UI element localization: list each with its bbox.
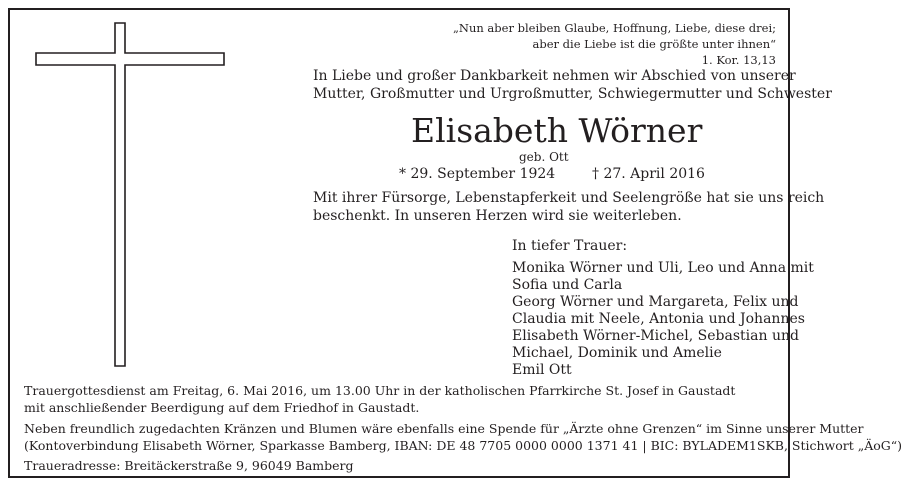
service-line-1: Trauergottesdienst am Freitag, 6. Mai 2016, um 13.00 Uhr in der katholischen Pfarrkirche St. Josef in Gaustadt [24,383,736,398]
donation-line-2: (Kontoverbindung Elisabeth Wörner, Sparkasse Bamberg, IBAN: DE 48 7705 0000 0000 1371 41 | BIC: BYLADEM1SKB, Stichwort „ÄoG“) [24,438,902,453]
mourner-line: Michael, Dominik und Amelie [512,345,722,361]
service-info [24,382,784,416]
mourner-line: Elisabeth Wörner-Michel, Sebastian und [512,328,799,344]
birth-date: * 29. September 1924 [399,166,556,182]
quote-line-1: „Nun aber bleiben Glaube, Hoffnung, Liebe, diese drei; [452,21,776,35]
intro-line-2: Mutter, Großmutter und Urgroßmutter, Schwiegermutter und Schwester [313,86,832,102]
mourner-line: Monika Wörner und Uli, Leo und Anna mit [512,260,814,276]
service-line-2: mit anschließender Beerdigung auf dem Friedhof in Gaustadt. [24,400,420,415]
donation-info [24,420,902,454]
donation-line-1: Neben freundlich zugedachten Kränzen und Blumen wäre ebenfalls eine Spende für „Ärzte ohne Grenzen“ im Sinne unserer Mutter [24,421,864,436]
bible-quote [453,20,776,68]
death-date: † 27. April 2016 [592,166,705,182]
mourner-line: Emil Ott [512,362,572,378]
tribute-message [313,189,825,225]
message-line-2: beschenkt. In unseren Herzen wird sie weiterleben. [313,208,682,224]
mourning-address: Traueradresse: Breitäckerstraße 9, 96049 Bamberg [24,458,354,473]
mourner-line: Sofia und Carla [512,277,623,293]
life-dates [399,165,705,183]
farewell-intro [313,67,832,103]
message-line-1: Mit ihrer Fürsorge, Lebenstapferkeit und Seelengröße hat sie uns reich [313,190,825,206]
cross-icon [0,0,300,380]
quote-line-2: aber die Liebe ist die größte unter ihnen“ [532,37,776,51]
mourners-list [512,260,814,379]
deceased-name: Elisabeth Wörner [411,111,703,150]
mourner-line: Claudia mit Neele, Antonia und Johannes [512,311,805,327]
maiden-name: geb. Ott [519,150,569,164]
mourning-heading: In tiefer Trauer: [512,238,628,254]
mourner-line: Georg Wörner und Margareta, Felix und [512,294,799,310]
quote-reference: 1. Kor. 13,13 [701,53,776,67]
intro-line-1: In Liebe und großer Dankbarkeit nehmen wir Abschied von unserer [313,68,796,84]
